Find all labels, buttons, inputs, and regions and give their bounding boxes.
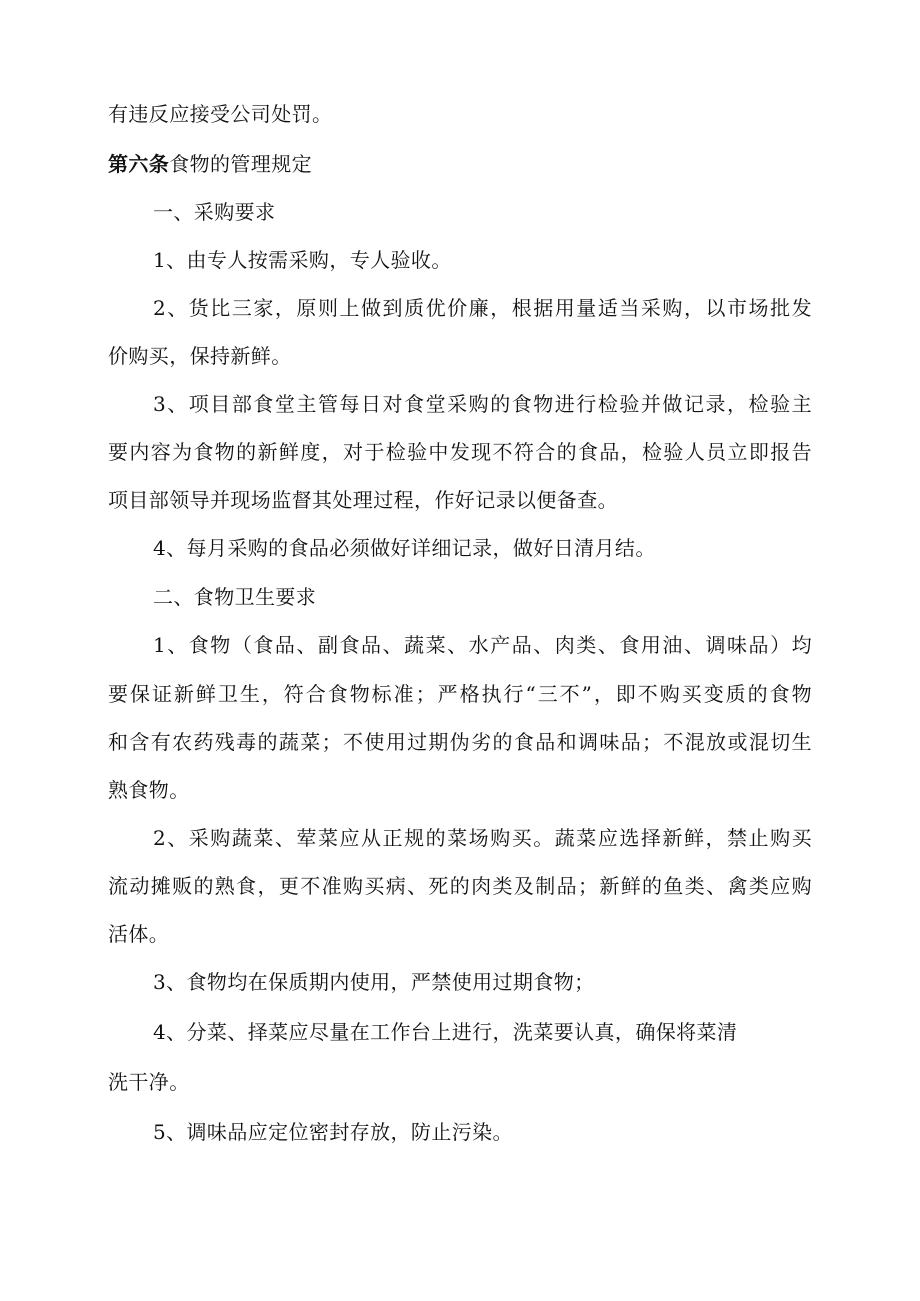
- list-item: 3、项目部食堂主管每日对食堂采购的食物进行检验并做记录，检验主: [153, 392, 812, 416]
- text-line: 流动摊贩的熟食，更不准购买病、死的肉类及制品；新鲜的鱼类、禽类应购: [108, 874, 812, 898]
- list-item: 4、分菜、择菜应尽量在工作台上进行，洗菜要认真，确保将菜清: [153, 1020, 738, 1044]
- text-line: 要内容为食物的新鲜度，对于检验中发现不符合的食品，检验人员立即报告: [108, 440, 812, 464]
- text-line: 洗干净。: [108, 1070, 190, 1094]
- list-item: 1、食物（食品、副食品、蔬菜、水产品、肉类、食用油、调味品）均: [153, 633, 812, 657]
- list-item: 4、每月采购的食品必须做好详细记录，做好日清月结。: [153, 536, 656, 560]
- text-line: 价购买，保持新鲜。: [108, 344, 292, 368]
- section-heading: 二、食物卫生要求: [153, 585, 317, 609]
- article-title: 食物的管理规定: [169, 152, 313, 176]
- list-item: 5、调味品应定位密封存放，防止污染。: [153, 1120, 513, 1144]
- text-line: 和含有农药残毒的蔬菜；不使用过期伪劣的食品和调味品；不混放或混切生: [108, 730, 812, 754]
- text-line: 要保证新鲜卫生，符合食物标准；严格执行“三不”，即不购买变质的食物: [108, 682, 812, 706]
- article-heading: [108, 151, 312, 177]
- list-item: 3、食物均在保质期内使用，严禁使用过期食物；: [153, 970, 595, 994]
- text-line: 熟食物。: [108, 778, 190, 802]
- section-heading: 一、采购要求: [153, 200, 276, 224]
- article-label: 第六条: [108, 152, 170, 176]
- list-item: 2、货比三家，原则上做到质优价廉，根据用量适当采购，以市场批发: [153, 296, 812, 320]
- list-item: 2、采购蔬菜、荤菜应从正规的菜场购买。蔬菜应选择新鲜，禁止购买: [153, 826, 812, 850]
- list-item: 1、由专人按需采购，专人验收。: [153, 248, 452, 272]
- text-line: 项目部领导并现场监督其处理过程，作好记录以便备查。: [108, 488, 618, 512]
- text-line: 活体。: [108, 922, 170, 946]
- text-line: 有违反应接受公司处罚。: [108, 102, 333, 126]
